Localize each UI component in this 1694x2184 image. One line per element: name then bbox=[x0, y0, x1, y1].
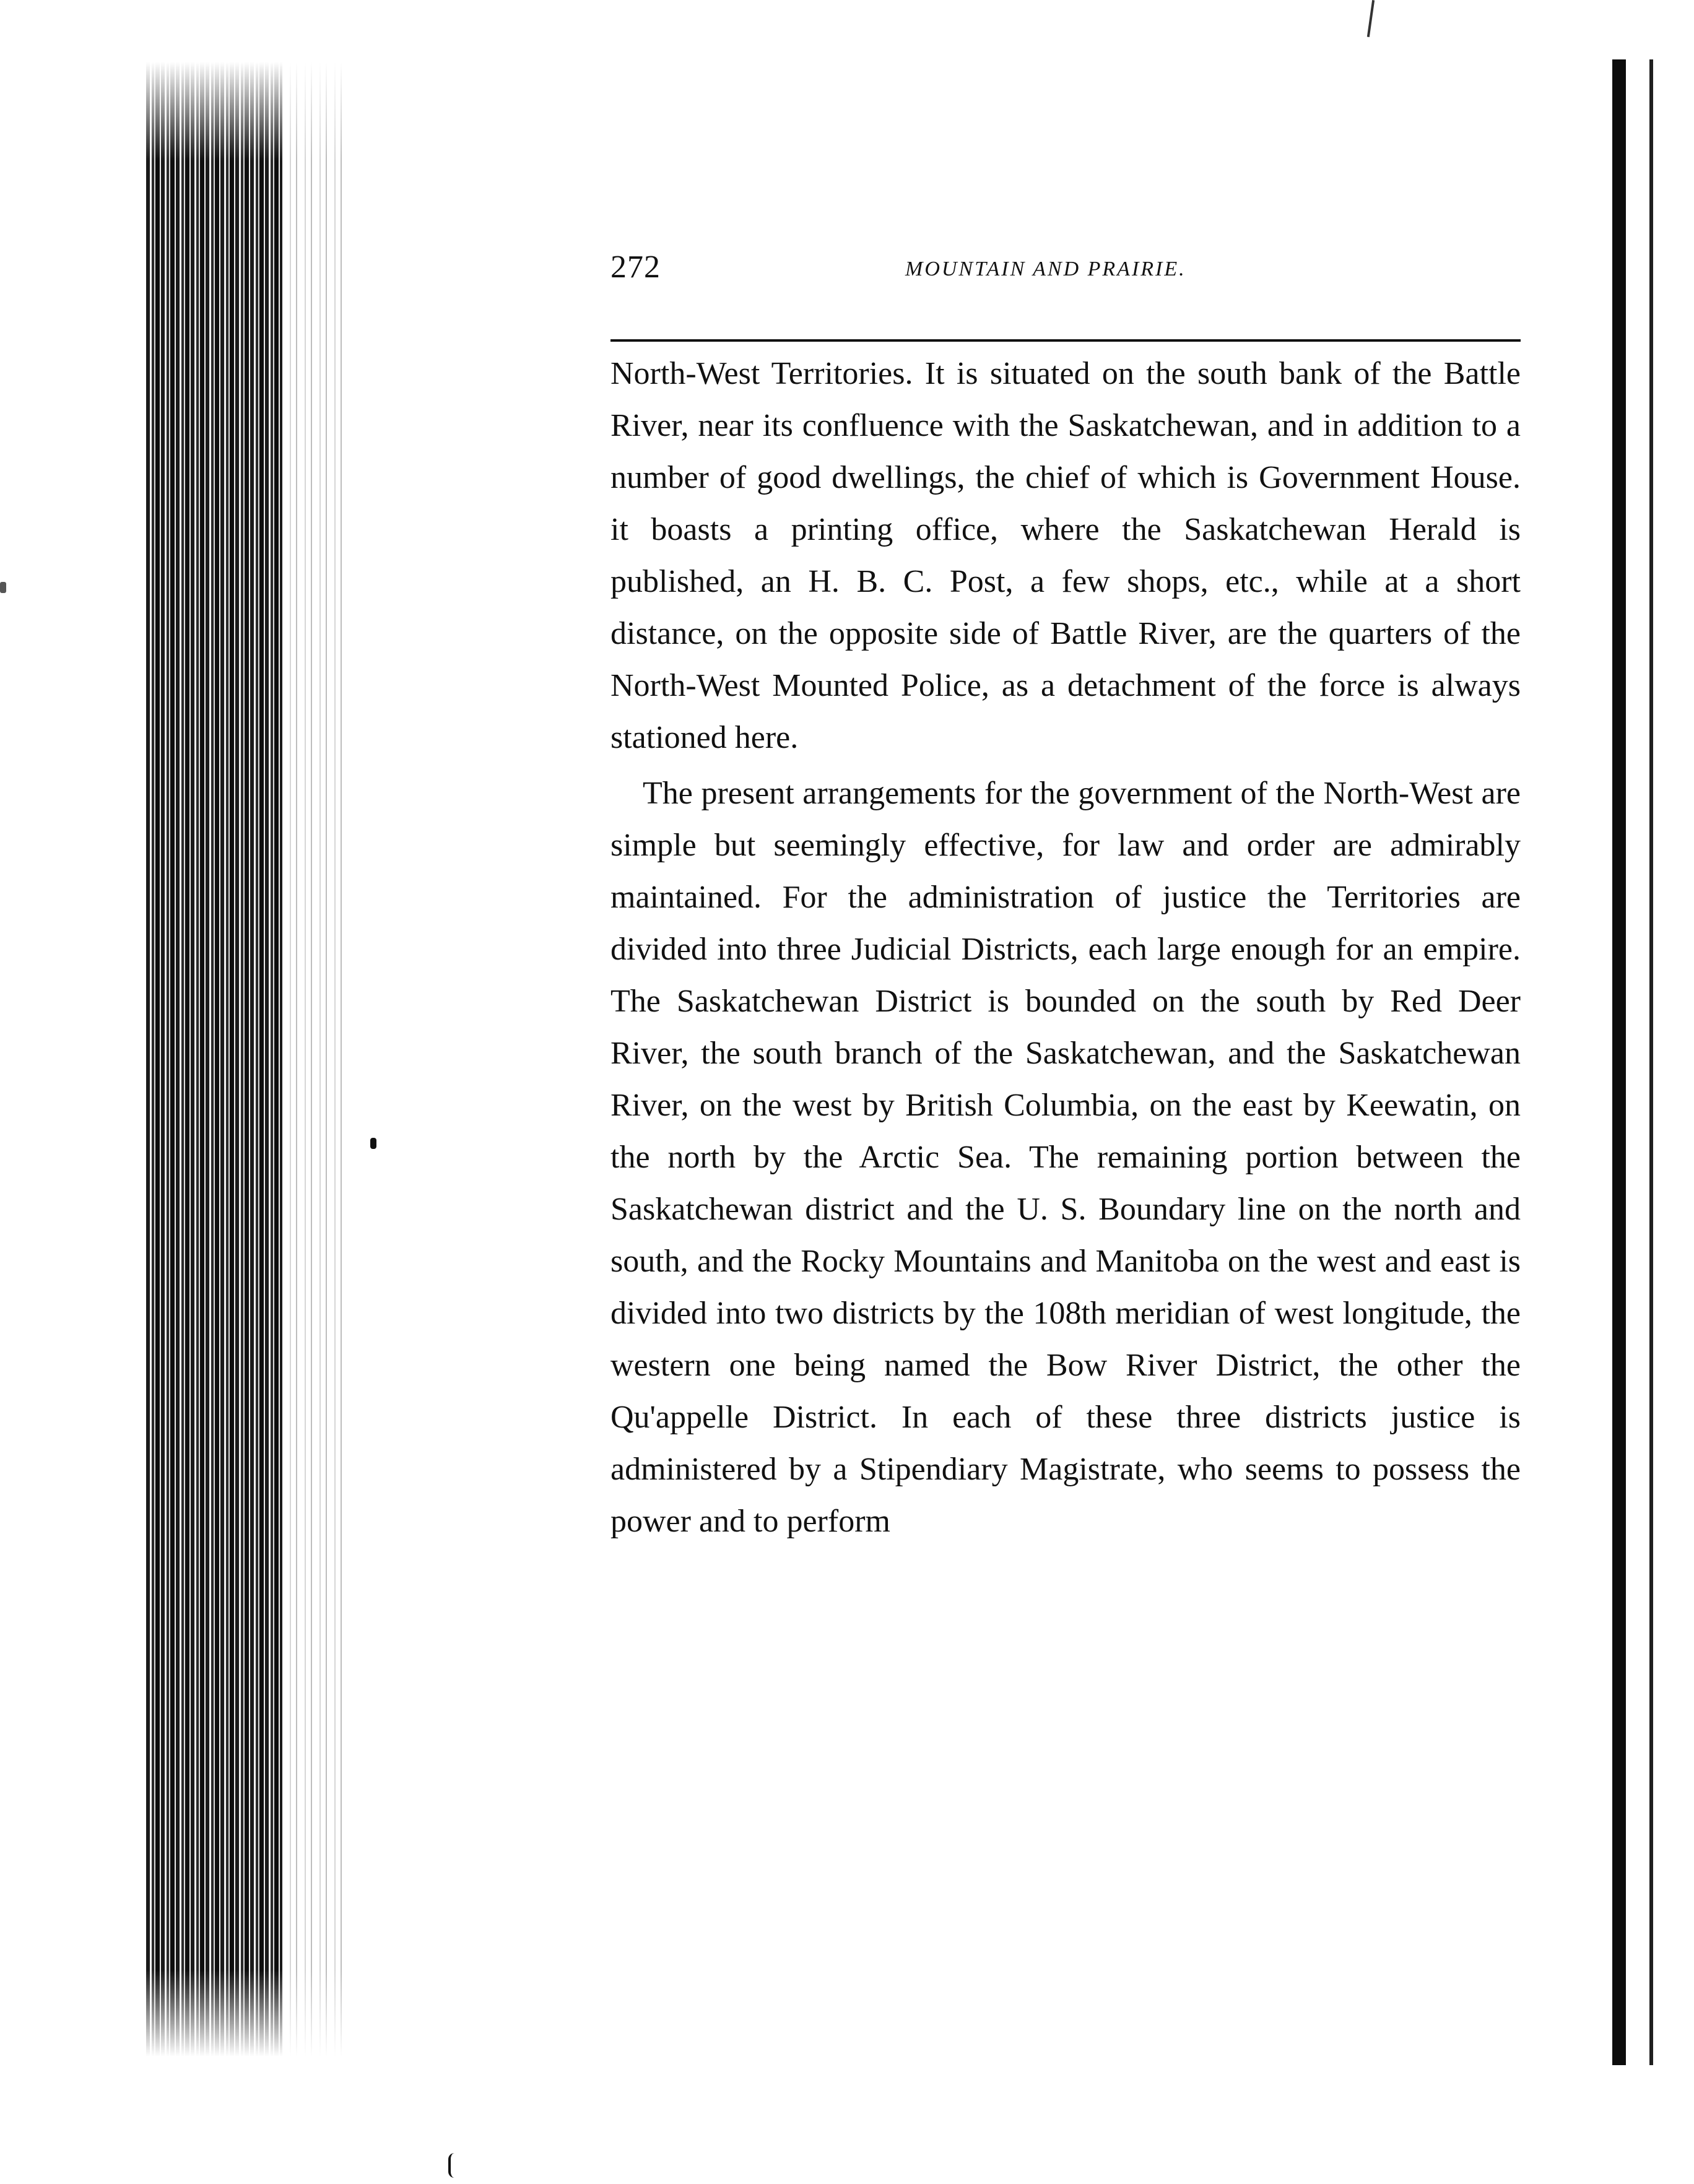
scan-right-border-thin bbox=[1649, 59, 1653, 2065]
header-rule bbox=[610, 339, 1521, 342]
page-edges-light bbox=[282, 62, 345, 2056]
book-page bbox=[610, 243, 1521, 1539]
running-title: MOUNTAIN AND PRAIRIE. bbox=[905, 258, 1186, 280]
scan-mark bbox=[1367, 0, 1375, 37]
paragraph: North-West Territories. It is situated on the south bank of the Battle River, near its confluence with the Saskatchewan, and in addition to a number of good dwellings, the chief of which is Government House. it boasts a printing office, where the Saskatchewan Herald is published, an H. B. C. Post, a few shops, etc., while at a short distance, on the opposite side of Battle River, are the quarters of the North-West Mounted Police, as a detachment of the force is always stationed here. bbox=[610, 356, 1521, 755]
body-text bbox=[610, 348, 1521, 1548]
scan-right-border bbox=[1612, 59, 1626, 2065]
running-head bbox=[610, 243, 1521, 292]
scan-mark bbox=[370, 1138, 376, 1149]
paragraph: The present arrangements for the government of the North-West are simple but seemingly effective, for law and order are admirably maintained. For the administration of justice the Territories are divided into three Judicial Districts, each large enough for an empire. The Saskatchewan District is bounded on the south by Red Deer River, the south branch of the Saskatchewan, and the Saskatchewan River, on the west by British Columbia, on the east by Keewatin, on the north by the Arctic Sea. The remaining portion between the Saskatchewan district and the U. S. Boundary line on the north and south, and the Rocky Mountains and Manitoba on the west and east is divided into two districts by the 108th meridian of west longitude, the western one being named the Bow River District, the other the Qu'appelle District. In each of these three districts justice is administered by a Stipendiary Magistrate, who seems to possess the power and to perform bbox=[610, 776, 1521, 1539]
scan-mark bbox=[0, 582, 6, 593]
page-number: 272 bbox=[610, 249, 661, 285]
book-page-edges bbox=[146, 62, 345, 2056]
scan-mark bbox=[448, 2153, 461, 2178]
page-edges-bottom-fade bbox=[146, 1970, 345, 2056]
page-edges-top-fade bbox=[146, 62, 345, 161]
